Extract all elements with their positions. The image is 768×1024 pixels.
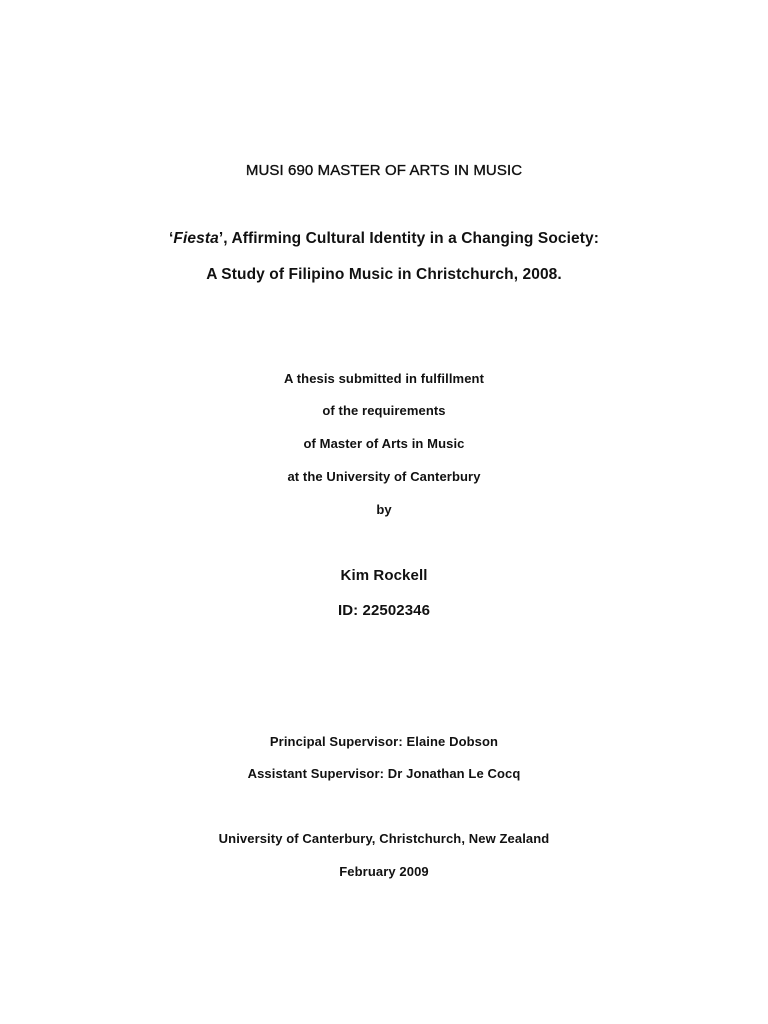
course-heading: MUSI 690 MASTER OF ARTS IN MUSIC [245, 162, 523, 179]
title-quote-open: ‘ [168, 230, 174, 247]
thesis-statement-line: of Master of Arts in Music [303, 436, 465, 451]
thesis-statement-line: by [376, 502, 392, 517]
assistant-supervisor: Assistant Supervisor: Dr Jonathan Le Cocq [247, 766, 521, 781]
thesis-subtitle: A Study of Filipino Music in Christchurch, 2008. [206, 266, 562, 283]
thesis-statement-line: A thesis submitted in fulfillment [284, 371, 484, 386]
title-italic-word: Fiesta [173, 230, 219, 247]
title-rest: ’, Affirming Cultural Identity in a Changing Society: [218, 230, 599, 247]
thesis-title [0, 230, 768, 248]
submission-date: February 2009 [339, 864, 429, 879]
author-name: Kim Rockell [340, 567, 428, 584]
principal-supervisor: Principal Supervisor: Elaine Dobson [269, 734, 499, 749]
thesis-statement-line: at the University of Canterbury [287, 469, 481, 484]
student-id: ID: 22502346 [337, 602, 431, 619]
thesis-statement-line: of the requirements [322, 403, 446, 418]
institution: University of Canterbury, Christchurch, New Zealand [218, 831, 550, 846]
